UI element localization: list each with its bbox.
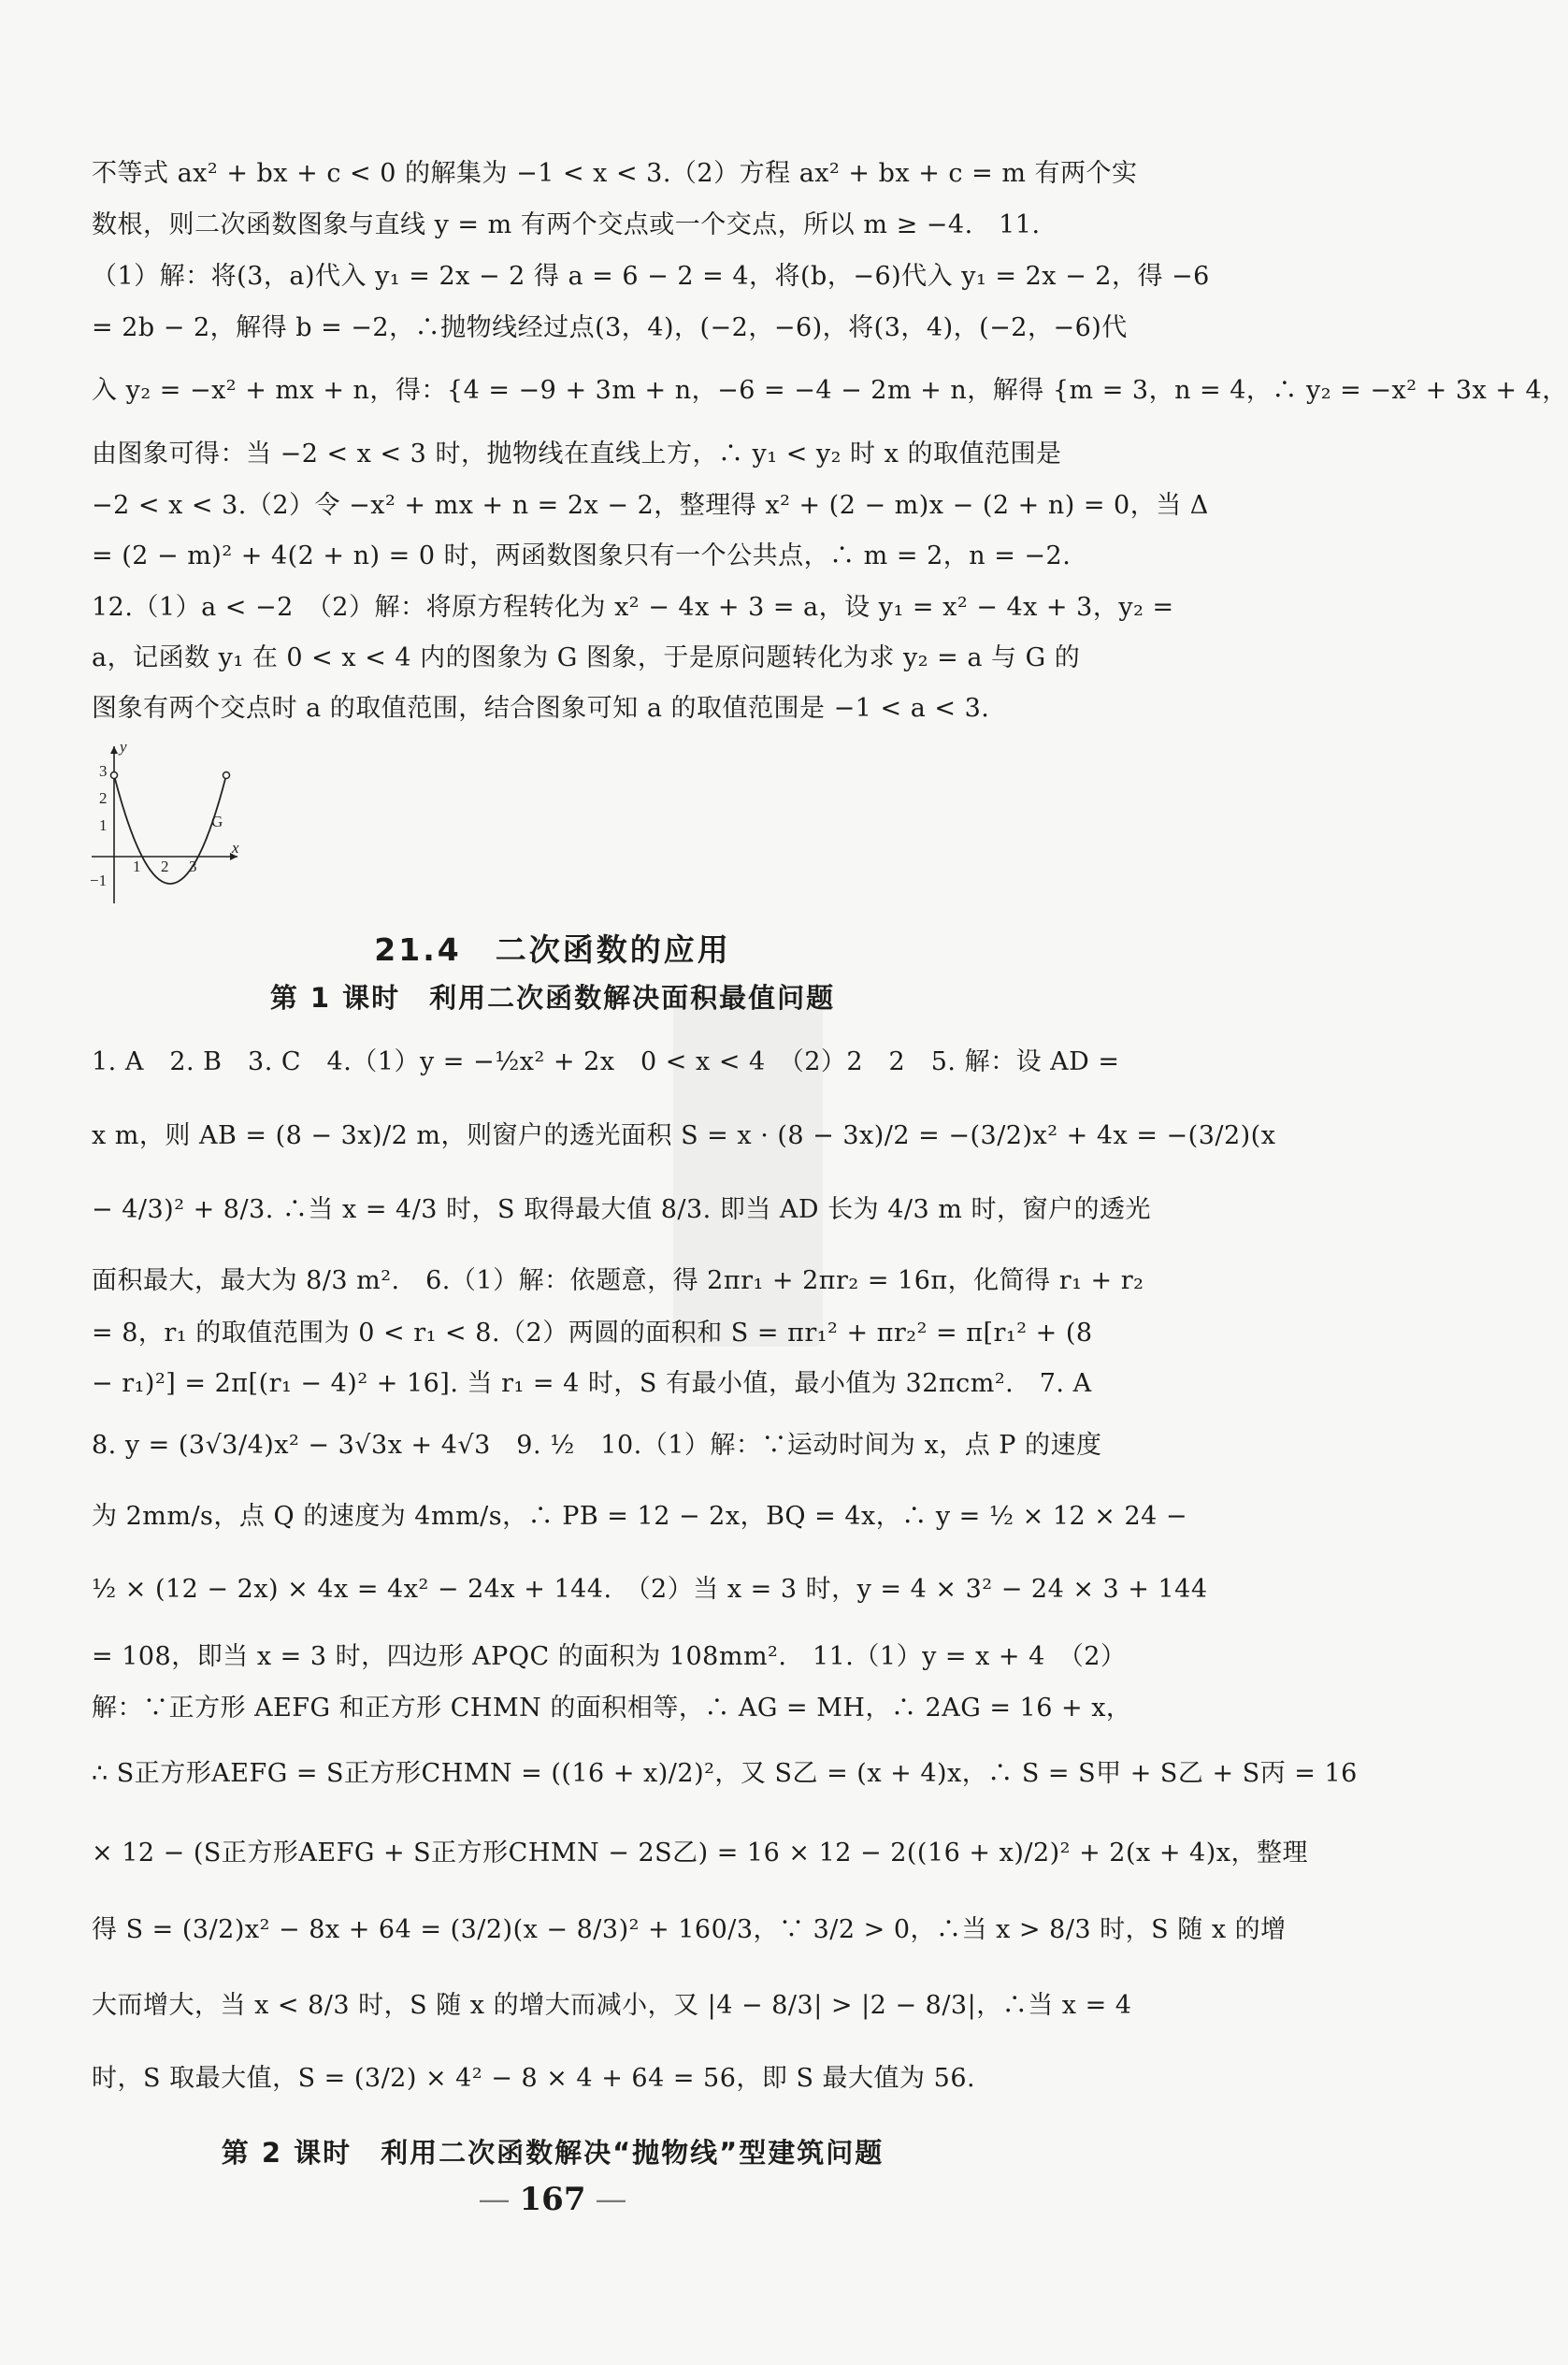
text-line: 不等式 ax² + bx + c < 0 的解集为 −1 < x < 3.（2）方程 ax² + bx + c = m 有两个实 [92,159,1138,188]
text-line: = 108，即当 x = 3 时，四边形 APQC 的面积为 108mm². 11.（1）y = x + 4 （2） [92,1642,1127,1671]
text-line: −2 < x < 3.（2）令 −x² + mx + n = 2x − 2，整理得 x² + (2 − m)x − (2 + n) = 0，当 Δ [92,491,1209,520]
text-line: 1. A 2. B 3. C 4.（1）y = −½x² + 2x 0 < x < 4 （2）2 2 5. 解：设 AD = [92,1047,1120,1076]
text-line: 大而增大，当 x < 8/3 时，S 随 x 的增大而减小，又 |4 − 8/3| > |2 − 8/3|，∴当 x = 4 [92,1991,1132,2020]
y-tick: −1 [90,872,108,889]
x-axis-label: x [232,839,239,857]
lesson-title: 第 1 课时 利用二次函数解决面积最值问题 [269,982,836,1014]
page-number [0,2181,1105,2218]
text-line: = 8，r₁ 的取值范围为 0 < r₁ < 8.（2）两圆的面积和 S = πr₁² + πr₂² = π[r₁² + (8 [92,1319,1093,1348]
text-line: x m，则 AB = (8 − 3x)/2 m，则窗户的透光面积 S = x · (8 − 3x)/2 = −(3/2)x² + 4x = −(3/2)(x [92,1121,1276,1150]
text-line: 入 y₂ = −x² + mx + n，得：{4 = −9 + 3m + n，−6 = −4 − 2m + n，解得 {m = 3，n = 4，∴ y₂ = −x² + 3x + 4， [92,376,1568,405]
lesson-title: 第 2 课时 利用二次函数解决“抛物线”型建筑问题 [221,2137,885,2169]
text-line: × 12 − (S正方形AEFG + S正方形CHMN − 2S乙) = 16 × 12 − 2((16 + x)/2)² + 2(x + 4)x，整理 [92,1839,1308,1867]
y-tick: 3 [99,762,108,780]
open-endpoint-left [111,772,118,779]
x-tick: 2 [161,858,169,875]
y-axis-arrow [110,746,118,754]
text-line: 为 2mm/s，点 Q 的速度为 4mm/s，∴ PB = 12 − 2x，BQ = 4x，∴ y = ½ × 12 × 24 − [92,1502,1188,1531]
y-tick: 1 [99,816,108,834]
curve-g [114,775,226,884]
x-tick: 3 [189,858,197,875]
page-number-value: 167 [519,2181,586,2218]
curve-label: G [211,813,223,830]
text-line: 8. y = (3√3/4)x² − 3√3x + 4√3 9. ½ 10.（1）解：∵运动时间为 x，点 P 的速度 [92,1431,1102,1460]
text-line: 解：∵正方形 AEFG 和正方形 CHMN 的面积相等，∴ AG = MH，∴ 2AG = 16 + x， [92,1694,1132,1723]
open-endpoint-right [223,772,230,779]
text-line: ½ × (12 − 2x) × 4x = 4x² − 24x + 144. （2）当 x = 3 时，y = 4 × 3² − 24 × 3 + 144 [92,1575,1208,1604]
section-title: 21.4 二次函数的应用 [374,931,731,968]
parabola-graph [86,739,245,912]
text-line: 得 S = (3/2)x² − 8x + 64 = (3/2)(x − 8/3)² + 160/3，∵ 3/2 > 0，∴当 x > 8/3 时，S 随 x 的增 [92,1915,1287,1944]
text-line: = (2 − m)² + 4(2 + n) = 0 时，两函数图象只有一个公共点，∴ m = 2，n = −2. [92,541,1072,570]
page-number-dash-right: — [595,2181,627,2218]
text-line: 12.（1）a < −2 （2）解：将原方程转化为 x² − 4x + 3 = a，设 y₁ = x² − 4x + 3，y₂ = [92,593,1174,622]
text-line: 由图象可得：当 −2 < x < 3 时，抛物线在直线上方，∴ y₁ < y₂ 时 x 的取值范围是 [92,440,1062,469]
text-line: 数根，则二次函数图象与直线 y = m 有两个交点或一个交点，所以 m ≥ −4. 11. [92,210,1041,239]
text-line: − r₁)²] = 2π[(r₁ − 4)² + 16]. 当 r₁ = 4 时，S 有最小值，最小值为 32πcm². 7. A [92,1369,1092,1398]
y-axis-label: y [120,738,127,756]
text-line: = 2b − 2，解得 b = −2，∴抛物线经过点(3，4)，(−2，−6)，将(3，4)，(−2，−6)代 [92,313,1128,342]
text-line: （1）解：将(3，a)代入 y₁ = 2x − 2 得 a = 6 − 2 = 4，将(b，−6)代入 y₁ = 2x − 2，得 −6 [92,262,1210,291]
page-number-dash-left: — [478,2181,511,2218]
y-tick: 2 [99,789,108,807]
text-line: ∴ S正方形AEFG = S正方形CHMN = ((16 + x)/2)²，又 S乙 = (x + 4)x，∴ S = S甲 + S乙 + S丙 = 16 [92,1759,1358,1788]
text-line: 图象有两个交点时 a 的取值范围，结合图象可知 a 的取值范围是 −1 < a < 3. [92,694,990,723]
x-tick: 1 [133,858,141,875]
text-line: 时，S 取最大值，S = (3/2) × 4² − 8 × 4 + 64 = 56，即 S 最大值为 56. [92,2064,976,2093]
text-line: 面积最大，最大为 8/3 m². 6.（1）解：依题意，得 2πr₁ + 2πr₂ = 16π，化简得 r₁ + r₂ [92,1266,1144,1295]
text-line: a，记函数 y₁ 在 0 < x < 4 内的图象为 G 图象，于是原问题转化为求 y₂ = a 与 G 的 [92,643,1081,672]
text-line: − 4/3)² + 8/3. ∴当 x = 4/3 时，S 取得最大值 8/3. 即当 AD 长为 4/3 m 时，窗户的透光 [92,1195,1151,1224]
